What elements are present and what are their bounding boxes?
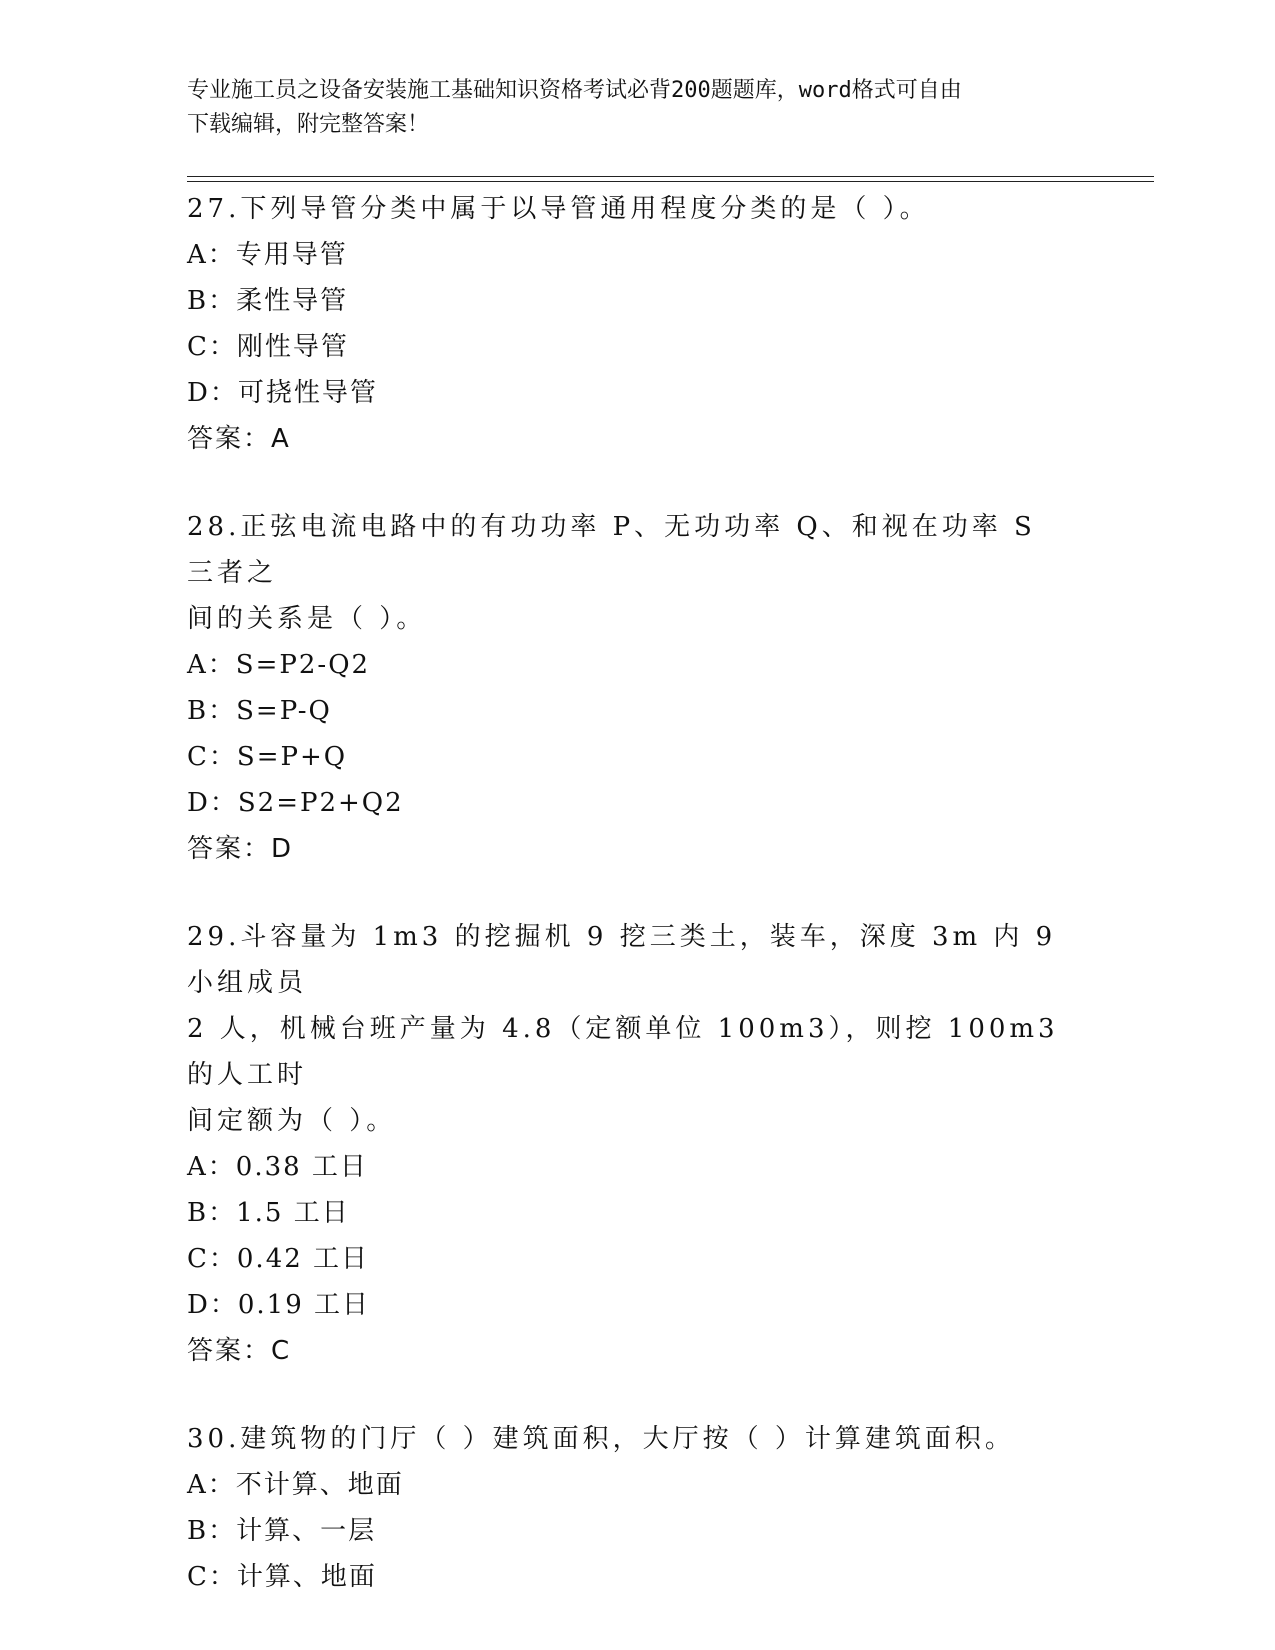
option-d: D：S2=P2+Q2 [187,788,404,818]
answer-line: 答案：D [187,834,294,864]
option-d: D：可挠性导管 [187,378,378,408]
option-c: C：计算、地面 [187,1562,377,1592]
question-list [187,186,1067,1642]
header-rule-top [187,176,1154,177]
answer-line: 答案：C [187,1336,292,1366]
question-stem-continued: 2 人，机械台班产量为 4.8（定额单位 100m3），则挖 100m3 的人工时 [187,1014,1059,1090]
question-stem: 27.下列导管分类中属于以导管通用程度分类的是（ ）。 [187,194,930,224]
question-stem: 30.建筑物的门厅（ ）建筑面积，大厅按（ ）计算建筑面积。 [187,1424,1015,1454]
header-line-1: 专业施工员之设备安装施工基础知识资格考试必背200题题库，word格式可自由 [187,78,962,103]
option-c: C：0.42 工日 [187,1244,370,1274]
question-stem: 28.正弦电流电路中的有功功率 P、无功功率 Q、和视在功率 S 三者之 [187,512,1036,588]
answer-line: 答案：A [187,424,291,454]
question-28 [187,504,1067,872]
option-a: A：0.38 工日 [187,1152,368,1182]
question-30 [187,1416,1067,1600]
option-c: C：S=P+Q [187,742,348,772]
document-header [187,74,1087,142]
option-a: A：专用导管 [187,240,348,270]
question-stem-continued: 间定额为（ ）。 [187,1106,397,1136]
option-c: C：刚性导管 [187,332,349,362]
option-a: A：S=P2-Q2 [187,650,371,680]
option-a: A：不计算、地面 [187,1470,404,1500]
option-b: B：1.5 工日 [187,1198,350,1228]
option-b: B：柔性导管 [187,286,349,316]
question-27 [187,186,1067,462]
question-29 [187,914,1067,1374]
header-rule-bottom [187,181,1154,182]
question-stem-continued: 间的关系是（ ）。 [187,604,427,634]
option-b: B：S=P-Q [187,696,332,726]
option-b: B：计算、一层 [187,1516,377,1546]
option-d: D：0.19 工日 [187,1290,371,1320]
header-line-2: 下载编辑，附完整答案！ [187,112,430,137]
question-stem: 29.斗容量为 1m3 的挖掘机 9 挖三类土，装车，深度 3m 内 9 小组成员 [187,922,1057,998]
